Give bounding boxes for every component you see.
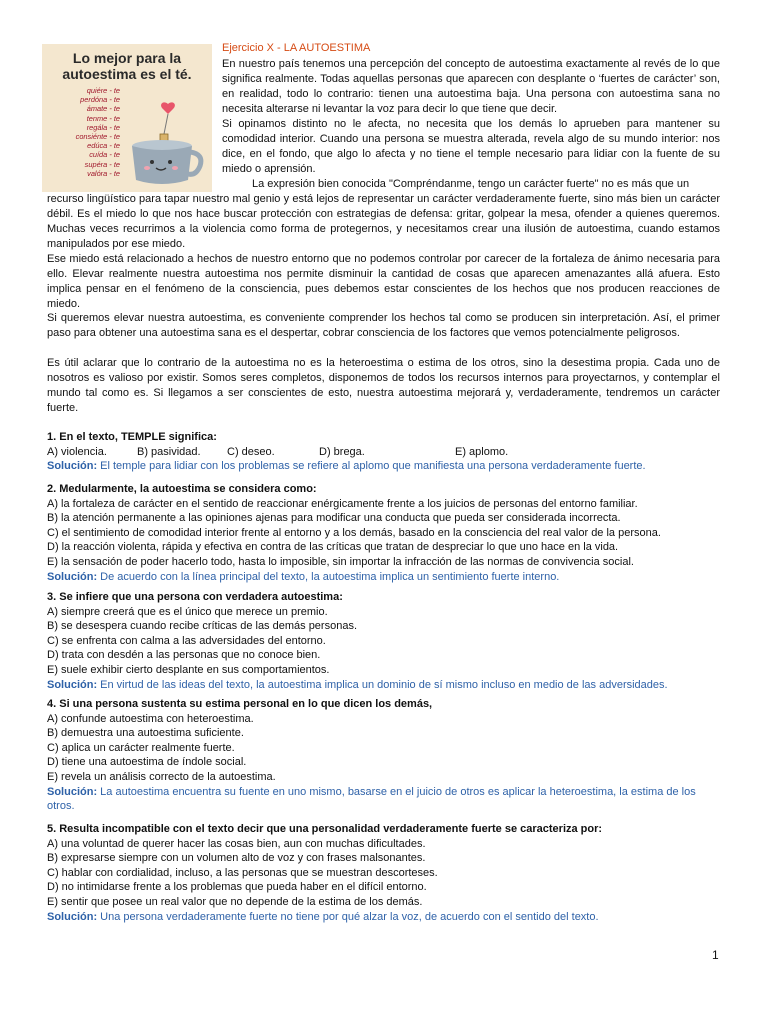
paragraph-4: Ese miedo está relacionado a hechos de nuestro entorno que no podemos controlar por carecer de la fortaleza de ánimo necesaria para ello. Elevar realmente nuestra autoestima nos permite disminuir la cantidad de cosas que aparecen amenazantes allá afuera. Esto implica pensar en el fenómeno de la consciencia, pues debemos estar conscientes de los hechos que nos producen reacciones de miedo. — [47, 253, 720, 310]
illustration-word: valóra - te — [87, 168, 120, 178]
option: E) aplomo. — [455, 445, 509, 458]
illustration-word: edúca - te — [87, 141, 120, 151]
option: D) trata con desdén a las personas que no conoce bien. — [47, 649, 321, 662]
solution-text: Una persona verdaderamente fuerte no tiene por qué alzar la voz, de acuerdo con el sentido del texto. — [97, 910, 599, 923]
illustration-word: supéra - te — [84, 159, 120, 169]
illustration-word: cuída - te — [89, 150, 120, 160]
solution — [47, 785, 720, 814]
solution-text: De acuerdo con la línea principal del texto, la autoestima implica un sentimiento fuerte interno. — [97, 570, 560, 583]
solution — [47, 910, 720, 925]
option: C) se enfrenta con calma a las adversidades del entorno. — [47, 634, 326, 647]
option: E) revela un análisis correcto de la autoestima. — [47, 770, 276, 783]
solution-label: Solución: — [47, 678, 98, 691]
option: B) pasividad. — [137, 445, 201, 458]
illustration-word: perdóna - te — [80, 95, 120, 105]
option: D) la reacción violenta, rápida y efectiva en contra de las críticas que tratan de despreciar lo que uno hace en la vida. — [47, 541, 619, 554]
question-text: 1. En el texto, TEMPLE significa: — [47, 431, 217, 443]
solution — [47, 570, 720, 585]
solution-label: Solución: — [47, 785, 98, 798]
question-1 — [47, 430, 720, 474]
question-text: 2. Medularmente, la autoestima se considera como: — [47, 483, 317, 495]
solution-text: La autoestima encuentra su fuente en uno mismo, basarse en el juicio de otros es aplicar la heteroestima, la estima de los otros. — [47, 785, 696, 813]
option: B) la atención permanente a las opiniones ajenas para modificar una conducta que pueda ser considerada incorrecta. — [47, 512, 621, 525]
inline-options — [47, 445, 720, 460]
option: D) no intimidarse frente a los problemas que pueda haber en el difícil entorno. — [47, 881, 427, 894]
question-4 — [47, 697, 720, 814]
solution-text: El temple para lidiar con los problemas se refiere al aplomo que manifiesta una persona verdaderamente fuerte. — [97, 460, 646, 473]
option: A) violencia. — [47, 445, 107, 458]
solution — [47, 678, 720, 693]
solution-label: Solución: — [47, 910, 98, 923]
illustration-word: consiénte - te — [75, 132, 120, 142]
illustration-word: quiére - te — [86, 86, 120, 95]
solution-label: Solución: — [47, 570, 98, 583]
question-text: 4. Si una persona sustenta su estima personal en lo que dicen los demás, — [47, 698, 433, 710]
paragraph-6: Es útil aclarar que lo contrario de la autoestima no es la heteroestima o estima de los otros, sino la desestima propia. Cada uno de nosotros es valioso por existir. Somos seres completos, disponemos de todos los recursos internos para proyectarnos, y contemplar el mundo tal como es. Si llegamos a ser conscientes de esto, nuestra autoestima mejorará y, verdaderamente, tendremos un carácter fuerte. — [47, 357, 720, 414]
option: D) brega. — [319, 445, 365, 458]
solution-text: En virtud de las ideas del texto, la autoestima implica un dominio de sí mismo incluso en medio de las adversidades. — [97, 678, 668, 691]
question-text: 3. Se infiere que una persona con verdadera autoestima: — [47, 591, 343, 603]
option: A) la fortaleza de carácter en el sentido de reaccionar enérgicamente frente a los juicios de personas del entorno familiar. — [47, 497, 638, 510]
option: D) tiene una autoestima de índole social. — [47, 756, 247, 769]
option: E) sentir que posee un real valor que no depende de la estima de los demás. — [47, 895, 423, 908]
illustration-word: tenme - te — [86, 113, 120, 123]
paragraph-5: Si queremos elevar nuestra autoestima, es conveniente comprender los hechos tal como se producen sin interpretación. Así, el primer paso para obtener una autoestima sana es el despertar, cobrar consciencia de los factores que vemos potencialmente peligrosos. — [47, 312, 720, 339]
option: A) siempre creerá que es el único que merece un premio. — [47, 605, 328, 618]
tea-mug-icon — [124, 100, 204, 186]
option: A) confunde autoestima con heteroestima. — [47, 712, 254, 725]
question-3 — [47, 590, 720, 692]
paragraph-2: Si opinamos distinto no le afecta, no necesita que los demás lo aprueben para mantener su comodidad interior. Cuando una persona se muestra alterada, revela algo de su mundo interior: nos dice, en el fondo, que algo lo afecta y no tiene el temple necesario para lidiar con la fuente de su miedo o aprensión. — [222, 118, 720, 175]
option: B) se desespera cuando recibe críticas de las demás personas. — [47, 620, 357, 633]
illustration-word: ámate - te — [86, 104, 120, 114]
paragraph-3-body: recurso lingüístico para tapar nuestro mal genio y está lejos de representar un carácter verdaderamente fuerte, sino más bien un carácter débil. Es el miedo lo que nos hace buscar protección con estrategias de defensa: gritar, golpear la mesa, ofender a quienes queremos. Muchas veces recurrimos a la violencia como forma de protegernos, y necesitamos crear una ilusión de autoestima, cuando estamos manipulados por ese miedo. — [47, 193, 720, 250]
question-2 — [47, 482, 720, 584]
solution — [47, 459, 720, 474]
option: C) deseo. — [227, 445, 275, 458]
option: E) la sensación de poder hacerlo todo, hasta lo imposible, sin importar la infracción de las normas de convivencia social. — [47, 555, 634, 568]
option: C) el sentimiento de comodidad interior frente al entorno y a los demás, basado en la consciencia del real valor de la persona. — [47, 526, 661, 539]
solution-label: Solución: — [47, 460, 98, 473]
exercise-title: Ejercicio X - LA AUTOESTIMA — [222, 42, 371, 54]
tea-mug-illustration — [42, 44, 212, 192]
illustration-title: Lo mejor para la autoestima es el té. — [62, 50, 192, 82]
option: B) expresarse siempre con un volumen alto de voz y con frases malsonantes. — [47, 852, 426, 865]
option: E) suele exhibir cierto desplante en sus comportamientos. — [47, 663, 330, 676]
page-number: 1 — [712, 948, 719, 962]
option: A) una voluntad de querer hacer las cosas bien, aun con muchas dificultades. — [47, 837, 426, 850]
option: C) aplica un carácter realmente fuerte. — [47, 741, 235, 754]
question-5 — [47, 822, 720, 924]
option: C) hablar con cordialidad, incluso, a las personas que se muestran descorteses. — [47, 866, 438, 879]
paragraph-3-start: La expresión bien conocida "Compréndanme, tengo un carácter fuerte" no es más que un — [252, 178, 690, 190]
option: B) demuestra una autoestima suficiente. — [47, 727, 244, 740]
illustration-word-list — [64, 86, 120, 178]
question-text: 5. Resulta incompatible con el texto decir que una personalidad verdaderamente fuerte se caracteriza por: — [47, 823, 603, 835]
illustration-word: regála - te — [86, 122, 120, 132]
paragraph-1: En nuestro país tenemos una percepción del concepto de autoestima exactamente al revés de lo que significa realmente. Todas aquellas personas que aparecen con desplante o ‘fuertes de carácter’ son, en realidad, todo lo contrario: tienen una autoestima baja. Una persona con autoestima sana no necesita alterarse ni levantar la voz para decir lo que tiene que decir. — [222, 58, 720, 115]
